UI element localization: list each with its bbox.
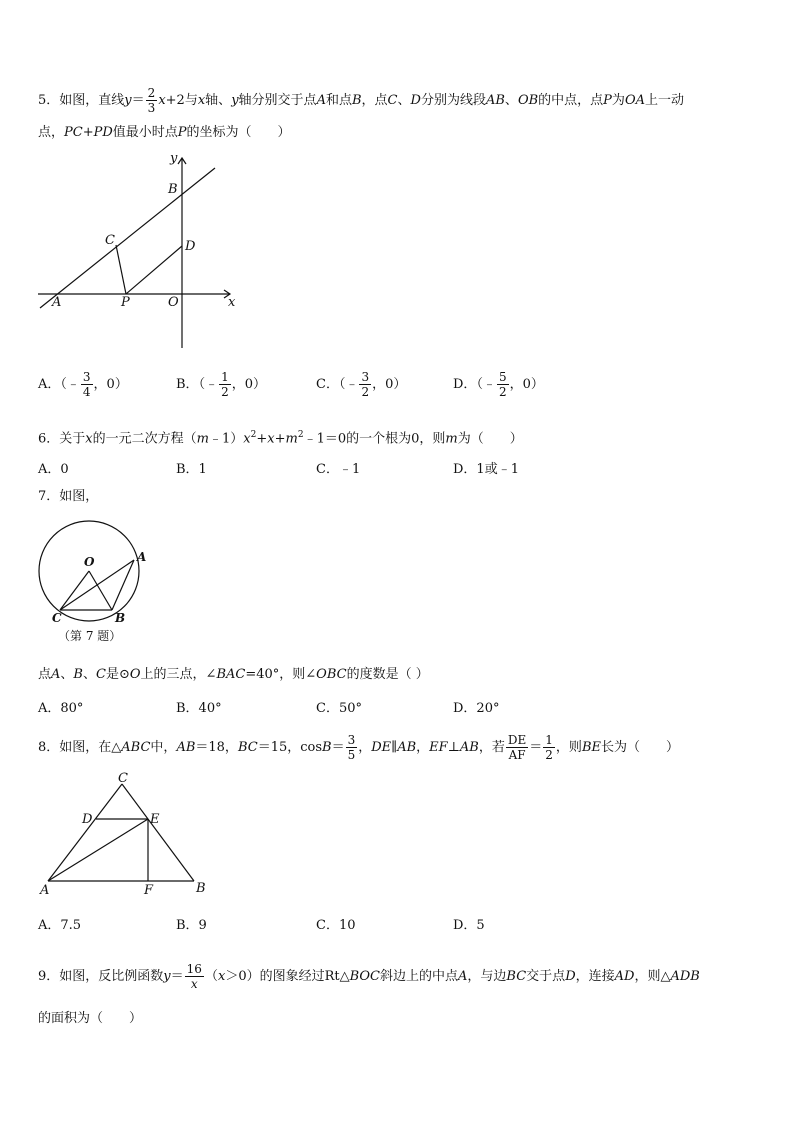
option-fraction <box>219 370 231 399</box>
q8-figure <box>36 768 216 898</box>
q5-text: 的坐标为（ ） <box>186 125 291 140</box>
q5-stem-line2 <box>38 124 291 142</box>
q5-text: ，点 <box>361 93 388 108</box>
q6-text: 为（ ） <box>457 431 523 447</box>
q5-text: ＝ <box>131 93 145 108</box>
q6-number: 6． <box>38 431 60 447</box>
q8-option-a[interactable]: A．7.5 <box>38 918 82 933</box>
q8-var: ABC <box>121 740 151 755</box>
q8-text: ＝15，cos <box>257 740 323 755</box>
q6-exponent: 2 <box>297 430 304 440</box>
q9-var: BOC <box>349 969 380 984</box>
label-O: O <box>168 295 179 310</box>
denominator: 4 <box>82 385 91 399</box>
q7-text: 是⊙ <box>105 667 130 682</box>
q8-half-fraction <box>543 733 555 762</box>
q6-text: 的一元二次方程（ <box>92 431 197 447</box>
q8-text: ＝ <box>331 740 345 755</box>
segment-CB <box>122 784 194 881</box>
q5-text: 和点 <box>325 93 352 108</box>
q8-text: ， <box>416 740 430 755</box>
numerator: DE <box>507 733 527 747</box>
q8-var: AB <box>397 740 417 755</box>
q7-stem <box>38 488 98 506</box>
q9-text: ，则△ <box>634 969 671 984</box>
q8-text: ，则 <box>555 740 582 755</box>
q7-var: OBC <box>316 667 347 682</box>
numerator: 2 <box>147 86 156 100</box>
q5-var: P <box>603 93 612 108</box>
denominator: x <box>190 977 198 991</box>
q6-var: x <box>85 431 93 447</box>
q7-option-c[interactable]: C．50° <box>316 701 362 716</box>
q8-option-d[interactable]: D．5 <box>453 918 485 933</box>
q8-stem <box>38 733 679 762</box>
q7-var: B <box>73 667 83 682</box>
q7-text: 上的三点，∠ <box>140 667 217 682</box>
q5-text: 为 <box>611 93 625 108</box>
option-text: （﹣ <box>476 377 496 392</box>
option-fraction <box>497 370 509 399</box>
label-C: C <box>118 771 128 786</box>
q9-text: 如图，反比例函数 <box>59 969 164 984</box>
q7-option-b[interactable]: B．40° <box>176 701 222 716</box>
option-text: ，0） <box>93 377 128 392</box>
q7-text: =40°，则∠ <box>245 667 317 682</box>
q8-text: 长为（ ） <box>600 740 679 755</box>
q8-var: EF <box>429 740 448 755</box>
q5-option-c[interactable] <box>316 370 406 399</box>
numerator: 5 <box>498 370 507 384</box>
q5-var: C <box>387 93 398 108</box>
q6-var: m <box>445 431 458 447</box>
q8-var: AB <box>459 740 479 755</box>
q9-stem-line1 <box>38 962 700 991</box>
q7-figure <box>34 516 164 648</box>
option-label: B． <box>176 377 199 392</box>
q5-var: D <box>410 93 421 108</box>
option-text: ，0） <box>372 377 407 392</box>
numerator: 1 <box>221 370 229 384</box>
q8-var: B <box>322 740 332 755</box>
q6-exponent: 2 <box>250 430 257 440</box>
label-D: D <box>82 812 93 827</box>
q7-option-d[interactable]: D．20° <box>453 701 500 716</box>
q9-text: （ <box>204 969 218 984</box>
q7-var: O <box>129 667 141 682</box>
q5-text: 、 <box>504 93 518 108</box>
option-label: C． <box>316 377 339 392</box>
q7-number: 7． <box>38 489 60 504</box>
q5-text: 分别为线段 <box>420 93 486 108</box>
q7-text: 、 <box>82 667 96 682</box>
option-fraction <box>81 370 93 399</box>
label-D: D <box>185 239 196 254</box>
option-text: （﹣ <box>198 377 219 392</box>
denominator: 5 <box>347 748 356 762</box>
q5-var: x <box>197 93 206 108</box>
q5-option-d[interactable] <box>453 370 544 399</box>
denominator: 2 <box>545 748 553 762</box>
denominator: 2 <box>498 385 507 399</box>
q8-text: ，若 <box>478 740 505 755</box>
q8-var: AB <box>176 740 196 755</box>
q5-text: 点， <box>38 125 65 140</box>
option-text: ，0） <box>231 377 266 392</box>
q8-text: 如图，在△ <box>59 740 122 755</box>
q8-text: ＝ <box>529 740 543 755</box>
label-A: A <box>52 295 62 310</box>
q8-text: ＝18， <box>195 740 238 755</box>
label-x: x <box>228 295 236 310</box>
q9-text: ，与边 <box>467 969 507 984</box>
q8-text: ⊥ <box>447 740 460 755</box>
q8-ratio-fraction <box>506 733 528 762</box>
segment-OC <box>60 571 89 610</box>
q8-var: BE <box>581 740 601 755</box>
denominator: AF <box>508 748 526 762</box>
q5-text: 轴、 <box>205 93 232 108</box>
q5-text: +2与 <box>165 93 198 108</box>
q6-stem <box>38 426 523 448</box>
q5-text: 上一动 <box>644 93 684 108</box>
q8-option-b[interactable]: B．9 <box>176 918 207 933</box>
numerator: 3 <box>347 733 356 747</box>
label-C: C <box>52 611 62 625</box>
q8-text: ∥ <box>391 740 398 755</box>
label-O: O <box>84 555 95 569</box>
q5-stem-line1 <box>38 86 684 115</box>
denominator: 3 <box>147 101 156 115</box>
q9-text: 交于点 <box>526 969 566 984</box>
label-P: P <box>121 295 130 310</box>
q6-text: + <box>256 431 268 447</box>
q5-var: PC+PD <box>64 125 113 140</box>
denominator: 2 <box>221 385 229 399</box>
q5-text: 的中点，点 <box>538 93 604 108</box>
q7-text: 点 <box>38 667 52 682</box>
option-text: （﹣ <box>60 377 80 392</box>
label-E: E <box>150 812 160 827</box>
q5-text: 、 <box>397 93 411 108</box>
q7-caption: （第 7 题） <box>58 629 122 643</box>
q5-figure <box>30 148 250 353</box>
q5-var: B <box>351 93 362 108</box>
q5-var: OB <box>517 93 539 108</box>
q5-var: OA <box>624 93 645 108</box>
q6-option-d[interactable]: D．1或﹣1 <box>453 462 519 477</box>
q6-option-a[interactable]: A．0 <box>38 462 69 477</box>
label-B: B <box>115 611 126 625</box>
q9-text: ＝ <box>170 969 184 984</box>
q9-text: ＞0）的图象经过Rt△ <box>225 969 350 984</box>
q8-number: 8． <box>38 740 60 755</box>
q5-var: x <box>158 93 166 108</box>
q7-option-a[interactable]: A．80° <box>38 701 84 716</box>
q9-var: y <box>163 969 171 984</box>
q5-var: y <box>231 93 239 108</box>
q6-option-c[interactable]: C．﹣1 <box>316 462 361 477</box>
q5-coef-fraction <box>146 86 158 115</box>
q6-text: + <box>274 431 286 447</box>
q5-var: A <box>316 93 326 108</box>
q9-var: x <box>217 969 226 984</box>
q6-var: x <box>243 431 251 447</box>
numerator: 1 <box>545 733 553 747</box>
q7-var: BAC <box>216 667 246 682</box>
q7-var: A <box>51 667 61 682</box>
option-text: ，0） <box>509 377 544 392</box>
q8-text: ， <box>358 740 372 755</box>
q8-option-c[interactable]: C．10 <box>316 918 356 933</box>
segment-CP <box>116 245 126 294</box>
q9-text: ，连接 <box>575 969 615 984</box>
q9-var: AD <box>614 969 635 984</box>
line-AB <box>40 168 215 308</box>
q5-var: y <box>124 93 132 108</box>
segment-PD <box>126 246 182 294</box>
q6-text: 关于 <box>59 431 86 447</box>
q9-var: A <box>458 969 468 984</box>
q5-text: 如图，直线 <box>59 93 125 108</box>
q9-number: 9． <box>38 969 60 984</box>
option-text: （﹣ <box>338 377 359 392</box>
q9-var: BC <box>506 969 527 984</box>
q6-text: ﹣1） <box>208 431 244 447</box>
q9-var: D <box>565 969 576 984</box>
q5-option-b[interactable] <box>176 370 266 399</box>
q5-option-a[interactable] <box>38 370 128 399</box>
option-fraction <box>359 370 371 399</box>
numerator: 3 <box>361 370 370 384</box>
q5-number: 5． <box>38 93 60 108</box>
label-A: A <box>137 550 147 564</box>
label-B: B <box>168 182 178 197</box>
q6-var: x <box>267 431 275 447</box>
q9-stem-line2: 的面积为（ ） <box>38 1011 143 1026</box>
q5-var: P <box>177 125 187 140</box>
label-F: F <box>144 883 154 898</box>
numerator: 3 <box>82 370 91 384</box>
q8-var: DE <box>371 740 392 755</box>
q8-cos-fraction <box>346 733 358 762</box>
numerator: 16 <box>186 962 202 976</box>
q6-var: m <box>285 431 298 447</box>
segment-AC <box>48 784 122 881</box>
q6-option-b[interactable]: B．1 <box>176 462 207 477</box>
option-label: A． <box>38 377 61 392</box>
denominator: 2 <box>361 385 370 399</box>
label-y: y <box>170 151 178 166</box>
segment-AE <box>48 819 148 881</box>
q6-text: ﹣1＝0的一个根为0，则 <box>303 431 446 447</box>
label-A: A <box>40 883 50 898</box>
q8-text: 中， <box>150 740 177 755</box>
q7-stem-line2 <box>38 666 429 684</box>
q5-var: AB <box>485 93 505 108</box>
q9-var: ADB <box>670 969 700 984</box>
q8-var: BC <box>237 740 258 755</box>
q5-text: 轴分别交于点 <box>238 93 317 108</box>
q7-text: 的度数是（ ） <box>346 667 429 682</box>
option-label: D． <box>453 377 477 392</box>
q6-var: m <box>196 431 209 447</box>
q7-text: 、 <box>60 667 74 682</box>
q9-text: 斜边上的中点 <box>380 969 459 984</box>
q7-text: 如图， <box>59 489 99 504</box>
label-C: C <box>105 233 115 248</box>
q7-var: C <box>96 667 106 682</box>
label-B: B <box>196 881 206 896</box>
q9-fraction <box>185 962 204 991</box>
q5-text: 值最小时点 <box>112 125 178 140</box>
